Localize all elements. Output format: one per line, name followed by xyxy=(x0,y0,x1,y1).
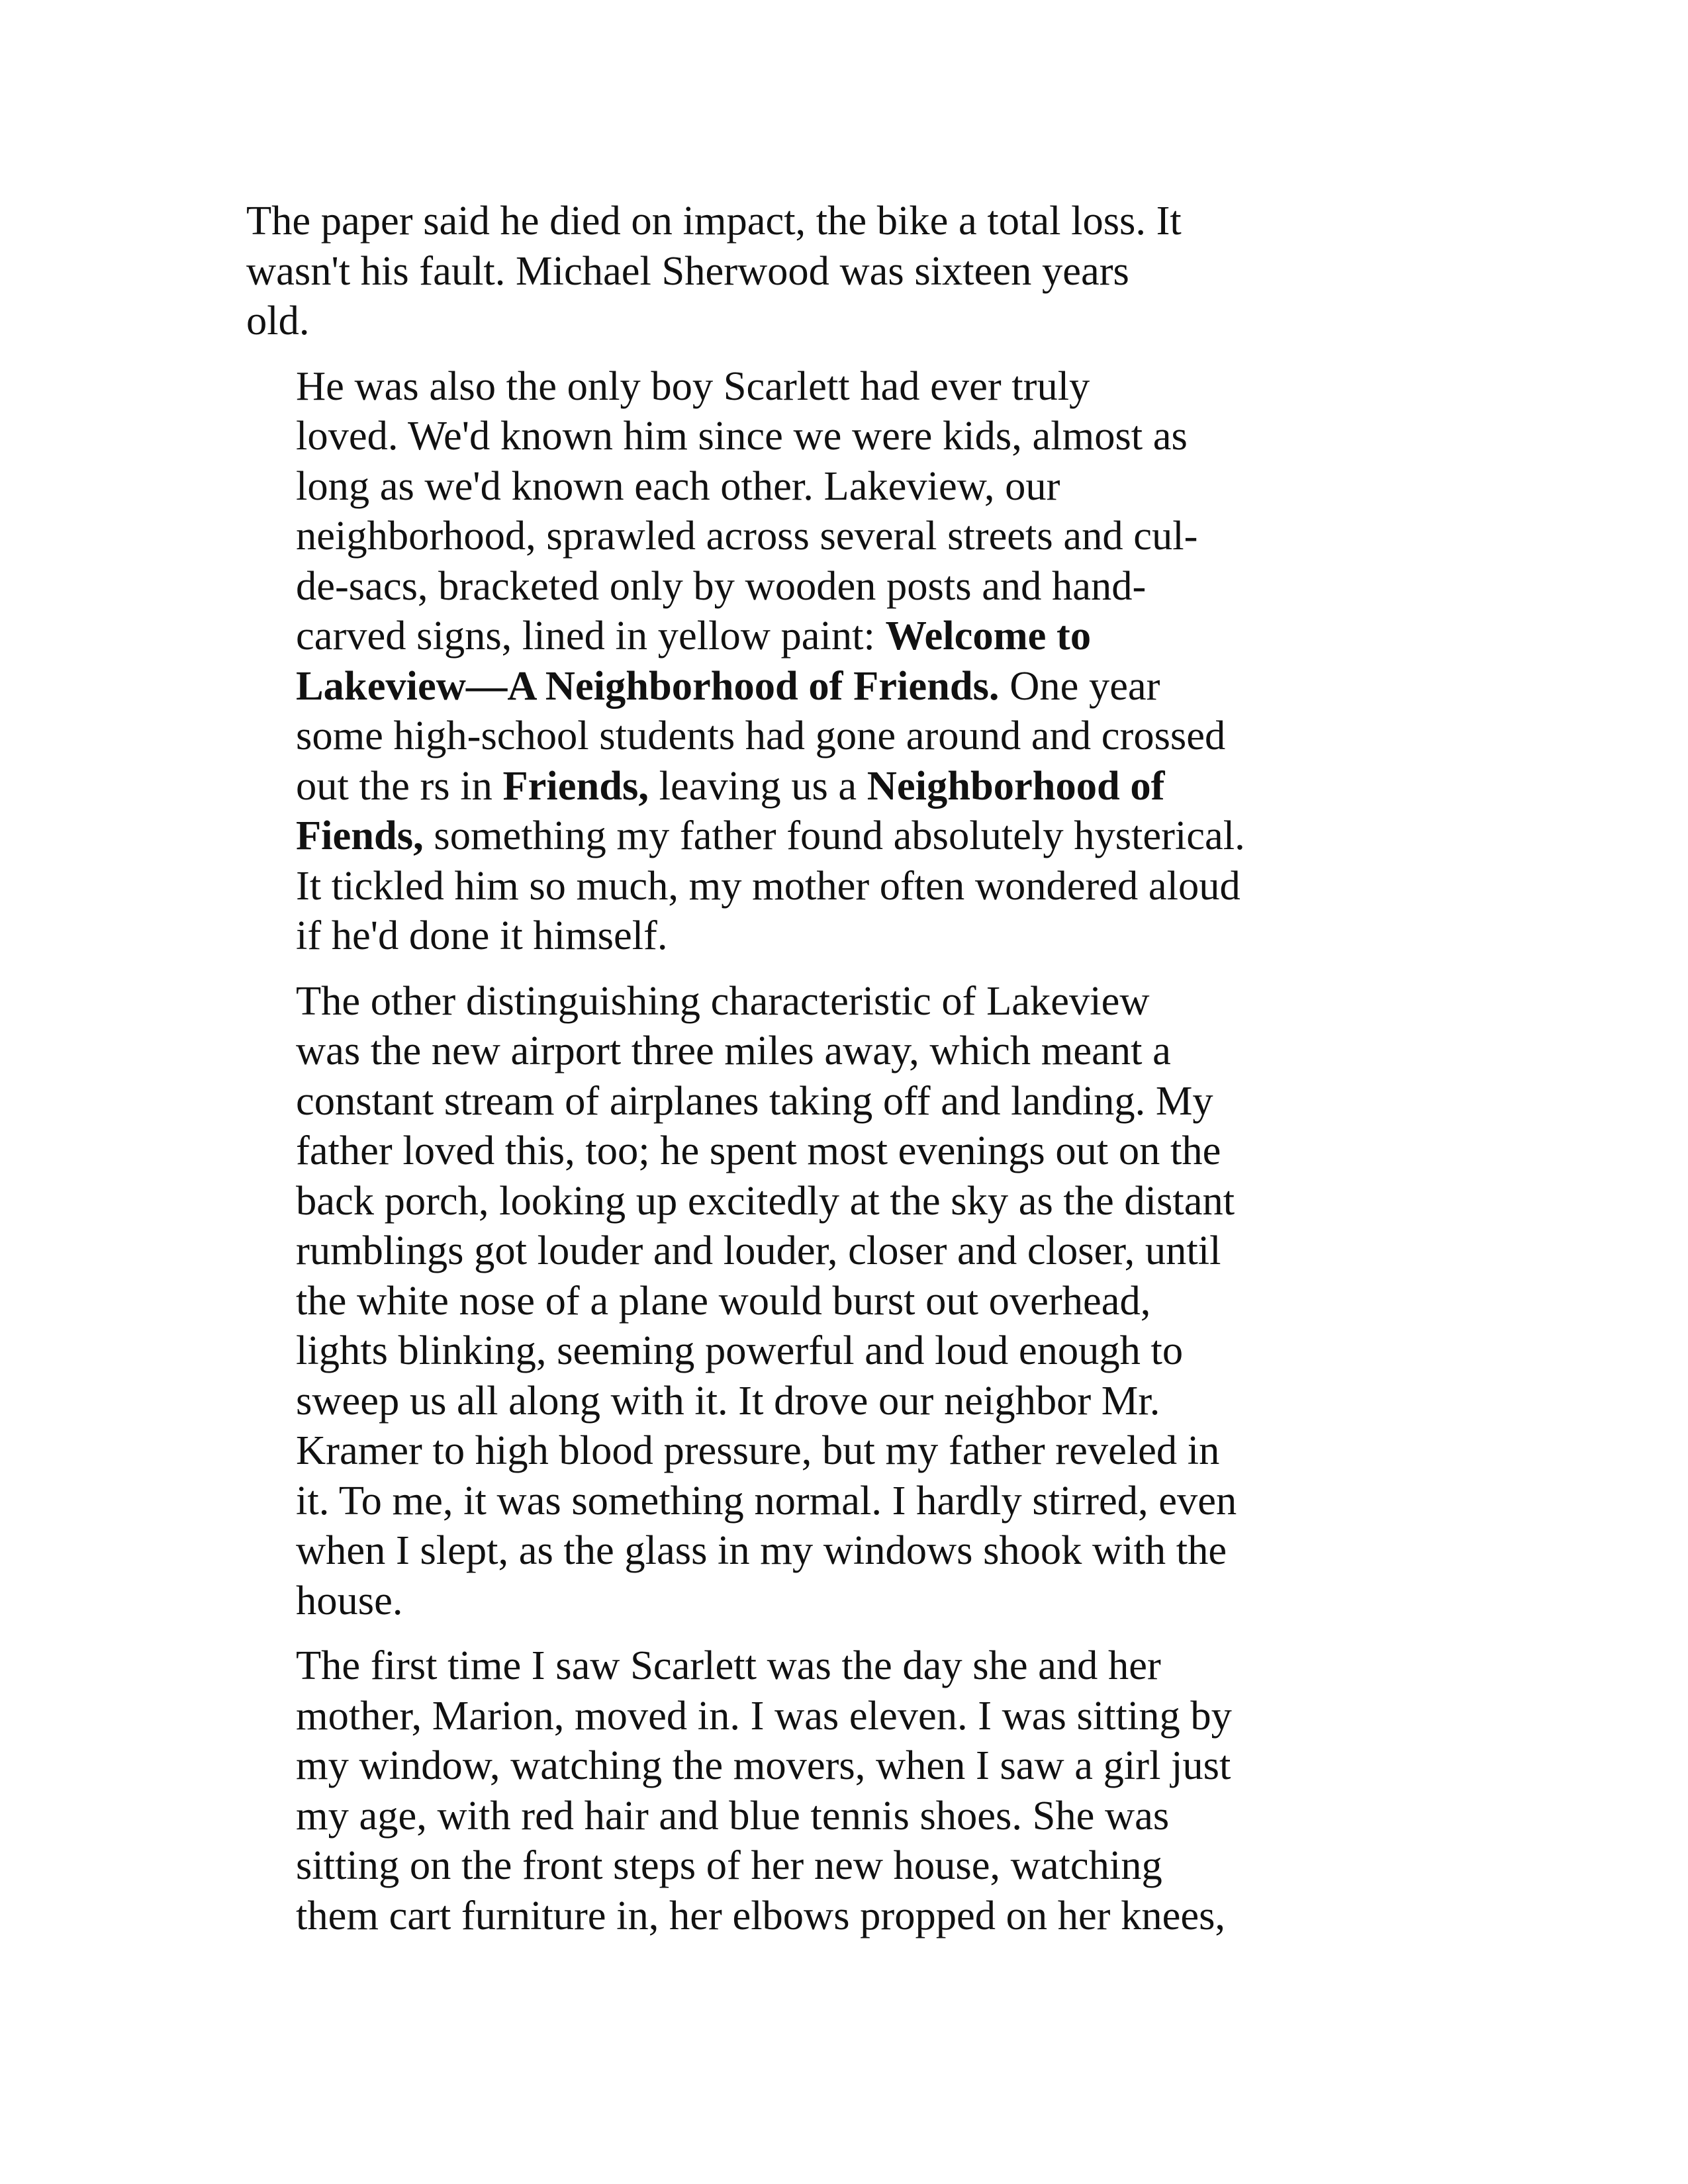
paragraph xyxy=(246,1641,1252,1940)
text-line xyxy=(246,1841,1252,1891)
text-run: Kramer to high blood pressure, but my father reveled in xyxy=(296,1427,1220,1473)
text-line xyxy=(246,246,1252,296)
text-run: sitting on the front steps of her new house, watching xyxy=(296,1842,1162,1888)
text-line xyxy=(246,1476,1252,1526)
text-run: long as we'd known each other. Lakeview, our xyxy=(296,462,1060,509)
text-run: He was also the only boy Scarlett had ever truly xyxy=(296,362,1090,409)
text-run: old. xyxy=(246,297,310,343)
text-run: One year xyxy=(999,662,1160,709)
text-run: The other distinguishing characteristic of Lakeview xyxy=(296,977,1150,1024)
text-line xyxy=(246,196,1252,246)
text-line xyxy=(246,811,1252,861)
text-run: The paper said he died on impact, the bike a total loss. It xyxy=(246,197,1182,244)
text-run: my window, watching the movers, when I saw a girl just xyxy=(296,1742,1231,1788)
text-line xyxy=(246,1576,1252,1626)
text-line xyxy=(246,1376,1252,1426)
paragraph xyxy=(246,976,1252,1626)
bold-text: Lakeview—A Neighborhood of Friends. xyxy=(296,662,1000,709)
text-run: It tickled him so much, my mother often wondered aloud xyxy=(296,862,1241,909)
paragraph xyxy=(246,196,1252,346)
text-run: some high-school students had gone around and crossed xyxy=(296,712,1226,758)
body-text xyxy=(246,196,1252,1956)
text-run: mother, Marion, moved in. I was eleven. I was sitting by xyxy=(296,1692,1232,1739)
text-run: father loved this, too; he spent most evenings out on the xyxy=(296,1127,1221,1173)
text-run: loved. We'd known him since we were kids, almost as xyxy=(296,412,1188,459)
text-line xyxy=(246,1741,1252,1791)
text-run: neighborhood, sprawled across several streets and cul- xyxy=(296,512,1198,559)
text-line xyxy=(246,561,1252,612)
text-line xyxy=(246,1126,1252,1176)
bold-text: Welcome to xyxy=(885,612,1092,659)
text-run: sweep us all along with it. It drove our neighbor Mr. xyxy=(296,1377,1160,1424)
text-run: it. To me, it was something normal. I hardly stirred, even xyxy=(296,1477,1237,1524)
text-line xyxy=(246,711,1252,761)
bold-text: Fiends, xyxy=(296,812,424,858)
text-line xyxy=(246,461,1252,512)
text-line xyxy=(246,361,1252,412)
text-line xyxy=(246,911,1252,961)
text-line xyxy=(246,1076,1252,1126)
text-line xyxy=(246,861,1252,911)
text-run: rumblings got louder and louder, closer and closer, until xyxy=(296,1227,1221,1273)
text-line xyxy=(246,761,1252,811)
text-line xyxy=(246,511,1252,561)
text-line xyxy=(246,1026,1252,1076)
bold-text: Friends, xyxy=(502,762,649,809)
text-line xyxy=(246,1176,1252,1226)
text-line xyxy=(246,1426,1252,1476)
text-run: if he'd done it himself. xyxy=(296,912,668,958)
text-run: my age, with red hair and blue tennis shoes. She was xyxy=(296,1792,1170,1839)
text-line xyxy=(246,1891,1252,1941)
text-run: something my father found absolutely hysterical. xyxy=(423,812,1245,858)
paragraph xyxy=(246,361,1252,961)
text-run: lights blinking, seeming powerful and loud enough to xyxy=(296,1327,1184,1373)
text-run: them cart furniture in, her elbows propped on her knees, xyxy=(296,1891,1226,1938)
text-run: carved signs, lined in yellow paint: xyxy=(296,612,886,659)
text-line xyxy=(246,976,1252,1026)
text-line xyxy=(246,1791,1252,1841)
text-run: de-sacs, bracketed only by wooden posts and hand- xyxy=(296,562,1147,609)
text-run: house. xyxy=(296,1576,403,1623)
text-line xyxy=(246,1525,1252,1576)
text-run: wasn't his fault. Michael Sherwood was sixteen years xyxy=(246,247,1129,294)
text-line xyxy=(246,1276,1252,1326)
text-line xyxy=(246,1226,1252,1276)
bold-text: Neighborhood of xyxy=(867,762,1165,809)
text-run: the white nose of a plane would burst out overhead, xyxy=(296,1277,1151,1324)
text-line xyxy=(246,411,1252,461)
text-line xyxy=(246,1691,1252,1741)
text-run: was the new airport three miles away, which meant a xyxy=(296,1027,1171,1073)
text-line xyxy=(246,296,1252,346)
text-line xyxy=(246,661,1252,711)
text-run: when I slept, as the glass in my windows shook with the xyxy=(296,1527,1227,1573)
text-run: leaving us a xyxy=(648,762,867,809)
text-line xyxy=(246,1326,1252,1376)
text-run: constant stream of airplanes taking off and landing. My xyxy=(296,1077,1213,1124)
text-run: out the rs in xyxy=(296,762,503,809)
text-run: back porch, looking up excitedly at the sky as the distant xyxy=(296,1177,1235,1224)
text-line xyxy=(246,611,1252,661)
text-line xyxy=(246,1641,1252,1691)
text-run: The first time I saw Scarlett was the day she and her xyxy=(296,1642,1161,1688)
